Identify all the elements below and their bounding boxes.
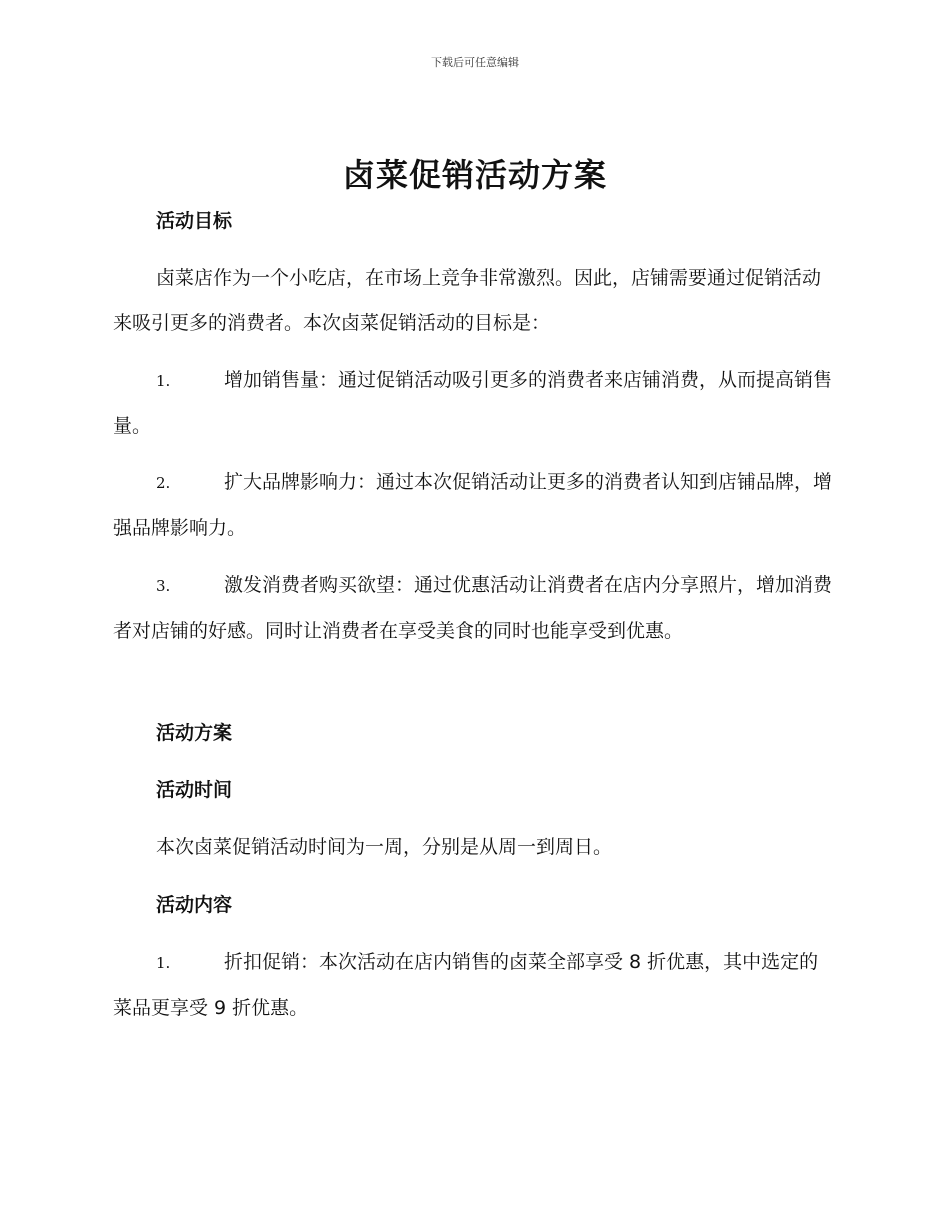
list-number: 2. (156, 474, 171, 492)
time-paragraph: 本次卤菜促销活动时间为一周，分别是从周一到周日。 (156, 836, 613, 858)
section-heading-content: 活动内容 (156, 894, 233, 916)
page-title: 卤菜促销活动方案 (342, 156, 607, 194)
content-item-1 (113, 940, 833, 1031)
goal-item-text: 增加销售量：通过促销活动吸引更多的消费者来店铺消费，从而提高销售量。 (113, 369, 833, 437)
goal-item-2 (113, 460, 833, 551)
goal-item-1 (113, 358, 833, 449)
section-heading-plan: 活动方案 (156, 722, 233, 744)
header-note: 下载后可任意编辑 (431, 56, 519, 69)
content-item-text: 折扣促销：本次活动在店内销售的卤菜全部享受 8 折优惠，其中选定的菜品更享受 9 折优惠。 (113, 951, 819, 1019)
goal-intro-paragraph: 卤菜店作为一个小吃店，在市场上竞争非常激烈。因此，店铺需要通过促销活动来吸引更多的消费者。本次卤菜促销活动的目标是： (113, 267, 822, 334)
list-number: 1. (156, 954, 171, 972)
goal-item-text: 激发消费者购买欲望：通过优惠活动让消费者在店内分享照片，增加消费者对店铺的好感。同时让消费者在享受美食的同时也能享受到优惠。 (113, 574, 833, 642)
list-number: 1. (156, 372, 171, 390)
section-heading-goal: 活动目标 (156, 210, 233, 232)
section-heading-time: 活动时间 (156, 779, 233, 801)
list-number: 3. (156, 577, 171, 595)
goal-item-3 (113, 563, 833, 654)
goal-item-text: 扩大品牌影响力：通过本次促销活动让更多的消费者认知到店铺品牌，增强品牌影响力。 (113, 471, 833, 539)
